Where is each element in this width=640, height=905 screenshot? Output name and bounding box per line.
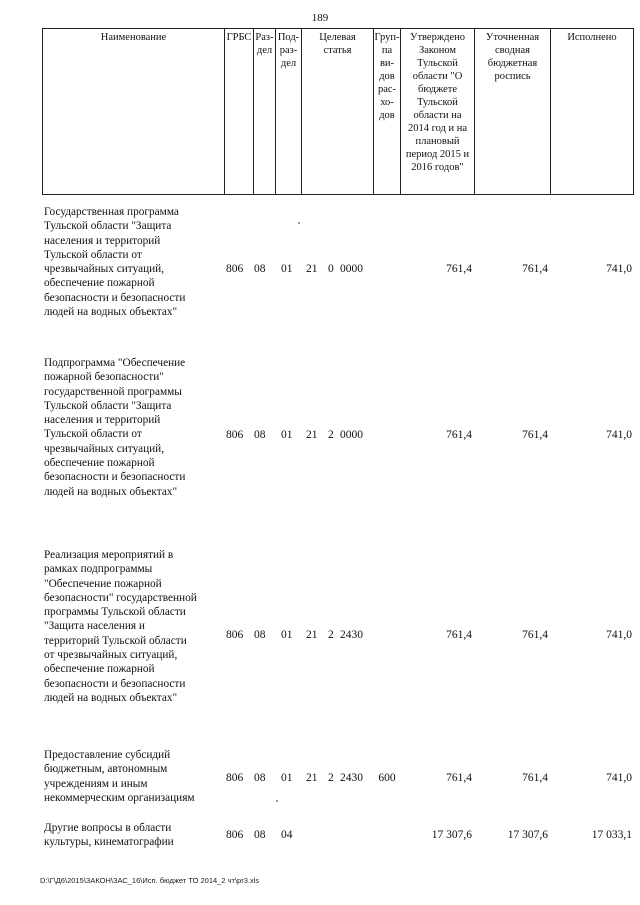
table-header bbox=[42, 28, 634, 195]
row-group: 600 bbox=[378, 772, 396, 784]
row-refined: 761,4 bbox=[522, 263, 548, 275]
row-executed: 741,0 bbox=[606, 429, 632, 441]
page-number: 189 bbox=[311, 12, 329, 24]
row-target-2: 2 bbox=[328, 429, 334, 441]
row-approved: 761,4 bbox=[446, 263, 472, 275]
row-refined: 17 307,6 bbox=[507, 829, 548, 841]
row-approved: 761,4 bbox=[446, 429, 472, 441]
row-approved: 761,4 bbox=[446, 629, 472, 641]
row-target-1: 21 bbox=[306, 429, 318, 441]
row-target-2: 2 bbox=[328, 629, 334, 641]
row-target-1: 21 bbox=[306, 629, 318, 641]
row-podrazdel: 01 bbox=[281, 772, 293, 784]
header-podrazdel: Под- раз- дел bbox=[275, 29, 301, 194]
row-target-2: 0 bbox=[328, 263, 334, 275]
row-podrazdel: 01 bbox=[281, 429, 293, 441]
row-executed: 17 033,1 bbox=[591, 829, 632, 841]
scan-speck bbox=[298, 222, 300, 224]
row-approved: 761,4 bbox=[446, 772, 472, 784]
row-executed: 741,0 bbox=[606, 263, 632, 275]
row-target-3: 2430 bbox=[340, 629, 363, 641]
row-razdel: 08 bbox=[254, 263, 266, 275]
header-name: Наименование bbox=[42, 29, 224, 194]
row-grbs: 806 bbox=[226, 829, 244, 841]
header-executed: Исполнено bbox=[550, 29, 634, 194]
row-name: Реализация мероприятий в рамках подпрограммы "Обеспечение пожарной безопасности" государственной программы Тульской области "Защита населения и территорий Тульской области от чрезвычайных ситуаций, обеспечение пожарной безопасности и безопасности людей на водных объектах" bbox=[44, 549, 197, 704]
row-grbs: 806 bbox=[226, 772, 244, 784]
scan-speck bbox=[276, 800, 278, 802]
row-approved: 17 307,6 bbox=[431, 829, 472, 841]
row-target-3: 0000 bbox=[340, 429, 363, 441]
row-name: Государственная программа Тульской области "Защита населения и территорий Тульской области от чрезвычайных ситуаций, обеспечение пожарной безопасности и безопасности людей на водных объектах" bbox=[44, 206, 186, 319]
row-name: Подпрограмма "Обеспечение пожарной безопасности" государственной программы Тульской области "Защита населения и территорий Тульской области от чрезвычайных ситуаций, обеспечение пожарной безопасности и безопасности людей на водных объектах" bbox=[44, 357, 186, 498]
row-podrazdel: 04 bbox=[281, 829, 293, 841]
row-executed: 741,0 bbox=[606, 629, 632, 641]
footer-file-path: D:\Г\Д6\2015\ЗАКОН\ЗАС_16\Исп. бюджет ТО 2014_2 чт\pr3.xls bbox=[40, 876, 260, 885]
row-podrazdel: 01 bbox=[281, 263, 293, 275]
row-target-3: 2430 bbox=[340, 772, 363, 784]
header-group: Груп- па ви- дов рас- хо- дов bbox=[373, 29, 400, 194]
row-name: Другие вопросы в области культуры, кинематографии bbox=[44, 822, 174, 849]
row-razdel: 08 bbox=[254, 772, 266, 784]
header-approved: Утверждено Законом Тульской области "О бюджете Тульской области на 2014 год и на плановый период 2015 и 2016 годов" bbox=[400, 29, 474, 194]
row-refined: 761,4 bbox=[522, 629, 548, 641]
row-grbs: 806 bbox=[226, 629, 244, 641]
row-razdel: 08 bbox=[254, 829, 266, 841]
row-refined: 761,4 bbox=[522, 429, 548, 441]
header-refined: Уточненная сводная бюджетная роспись bbox=[474, 29, 550, 194]
row-grbs: 806 bbox=[226, 263, 244, 275]
row-grbs: 806 bbox=[226, 429, 244, 441]
row-razdel: 08 bbox=[254, 629, 266, 641]
row-executed: 741,0 bbox=[606, 772, 632, 784]
header-razdel: Раз- дел bbox=[253, 29, 275, 194]
header-target: Целевая статья bbox=[301, 29, 373, 194]
row-razdel: 08 bbox=[254, 429, 266, 441]
row-name: Предоставление субсидий бюджетным, автономным учреждениям и иным некоммерческим организациям bbox=[44, 749, 195, 804]
row-refined: 761,4 bbox=[522, 772, 548, 784]
row-podrazdel: 01 bbox=[281, 629, 293, 641]
row-target-2: 2 bbox=[328, 772, 334, 784]
row-target-1: 21 bbox=[306, 263, 318, 275]
row-target-3: 0000 bbox=[340, 263, 363, 275]
row-target-1: 21 bbox=[306, 772, 318, 784]
header-grbs: ГРБС bbox=[224, 29, 253, 194]
